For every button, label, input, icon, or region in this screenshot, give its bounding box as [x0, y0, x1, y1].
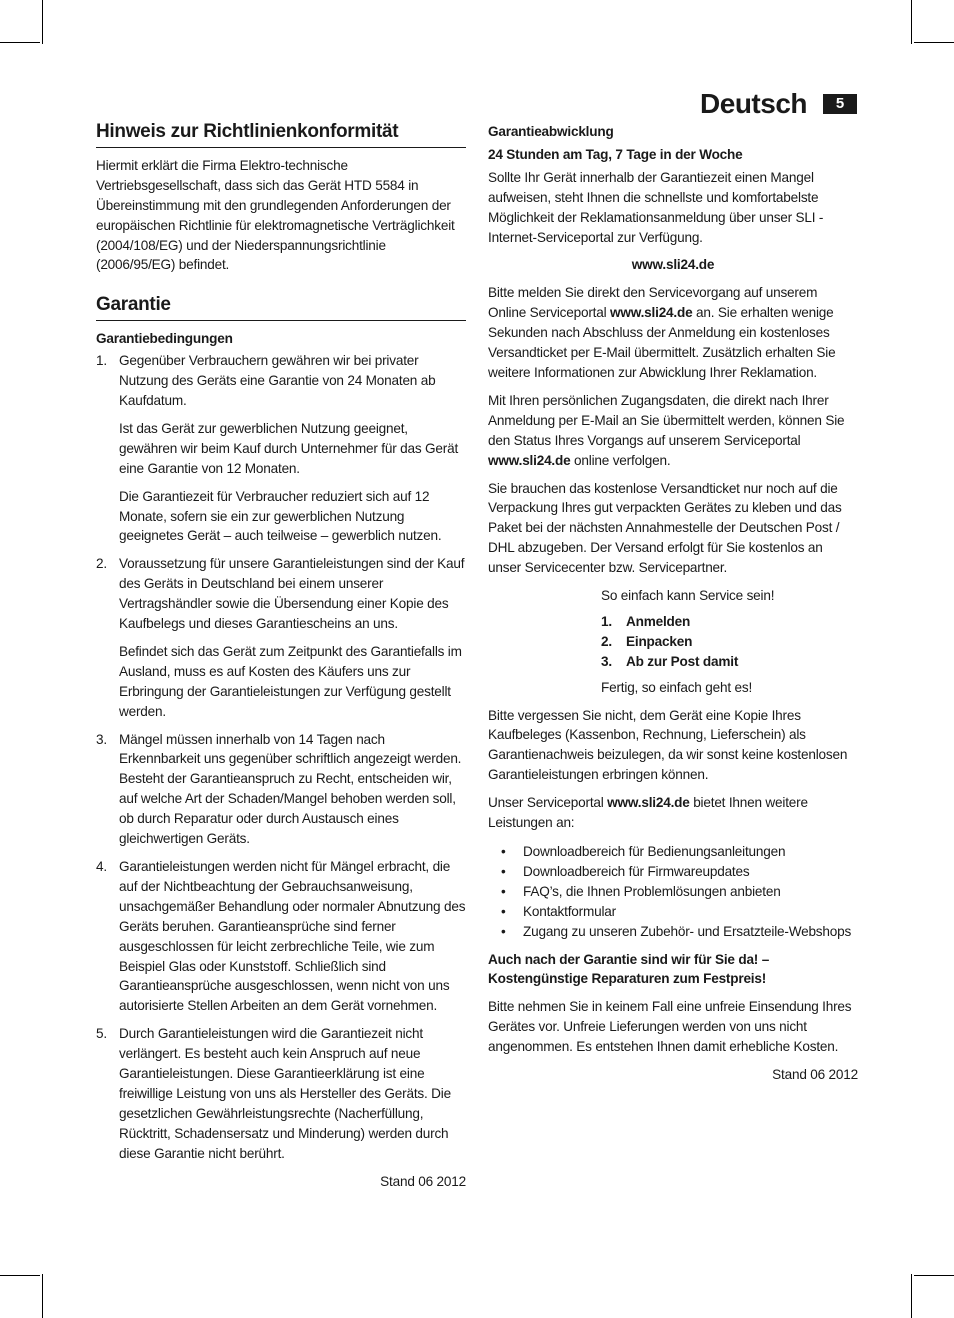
text-span: Mit Ihren persönlichen Zugangsdaten, die direkt nach Ihrer Anmeldung per E-Mail an Sie übermittelt werden, können Sie den Status Ihres Vorgangs auf unserem Serviceportal [488, 392, 845, 448]
repair-offer-text: Auch nach der Garantie sind wir für Sie da! – Kostengünstige Reparaturen zum Festpreis! [488, 951, 770, 987]
service-portal-link[interactable]: www.sli24.de [631, 257, 715, 273]
steps-outro: Fertig, so einfach geht es! [601, 679, 753, 695]
crop-mark [0, 1275, 40, 1276]
left-column [96, 122, 466, 1192]
bullet-item: • Downloadbereich für Bedienungsanleitungen [488, 842, 858, 862]
crop-mark [914, 42, 954, 43]
crop-mark [0, 42, 40, 43]
date-stamp: Stand 06 2012 [772, 1067, 858, 1083]
text-span: online verfolgen. [570, 452, 671, 468]
paragraph: Sollte Ihr Gerät innerhalb der Garantiezeit einen Mangel aufweisen, steht Ihnen die schnellste und komfortabelste Möglichkeit der Reklamationsanmeldung über unser SLI - Internet-Serviceportal zur Verfügung. [488, 169, 824, 245]
service-portal-link[interactable]: www.sli24.de [488, 452, 571, 468]
section-title-warranty: Garantie [96, 295, 466, 321]
language-title: Deutsch [700, 88, 807, 119]
list-item [96, 554, 466, 721]
crop-mark [911, 1274, 912, 1318]
steps-intro: So einfach kann Service sein! [601, 588, 775, 604]
warranty-conditions-heading: Garantiebedingungen [96, 331, 233, 347]
crop-mark [42, 0, 43, 44]
service-portal-link[interactable]: www.sli24.de [609, 305, 693, 321]
page-number: 5 [823, 94, 857, 114]
text-span: Unser Serviceportal [488, 795, 608, 811]
paragraph [488, 283, 858, 383]
list-item [96, 730, 466, 849]
list-paragraph: Voraussetzung für unsere Garantieleistungen sind der Kauf des Geräts in Deutschland bei einem unserer Vertragshändler sowie die Übersendung einer Kopie des Kaufbelegs und dieses Garantiescheins an uns. [119, 556, 465, 632]
text-span: Bitte melden Sie direkt den Servicevorgang auf unserem Online Serviceportal [488, 285, 818, 321]
paragraph [488, 391, 858, 471]
step-item [601, 612, 858, 632]
bullet-item: • Downloadbereich für Firmwareupdates [488, 862, 858, 882]
paragraph: Bitte nehmen Sie in keinem Fall eine unfreie Einsendung Ihres Gerätes vor. Unfreie Lieferungen werden von uns nicht angenommen. Es entstehen Ihnen damit erhebliche Kosten. [488, 999, 852, 1055]
text-span: bietet Ihnen weitere Leistungen an: [488, 795, 808, 831]
service-portal-link[interactable]: www.sli24.de [607, 795, 690, 811]
step-number: 2. [601, 633, 612, 649]
list-paragraph: Befindet sich das Gerät zum Zeitpunkt des Garantiefalls im Ausland, muss es auf Kosten des Käufers uns zur Erbringung der Garantieleistungen zur Verfügung gestellt werden. [119, 643, 462, 719]
crop-mark [911, 0, 912, 44]
list-paragraph: Mängel müssen innerhalb von 14 Tagen nach Erkennbarkeit uns gegenüber schriftlich angezeigt werden. Besteht der Garantieanspruch zu Recht, entscheiden wir, auf welche Art der Schaden/Mangel behoben werden soll, ob durch Reparatur oder durch Austausch eines gleichwertigen Geräts. [119, 731, 462, 847]
text-span: an. Sie erhalten wenige Sekunden nach Abschluss der Anmeldung ein kostenloses Versandticket per E-Mail übermittelt. Zusätzlich erhalten Sie weitere Informationen zur Abwicklung Ihrer Reklamation. [488, 305, 836, 380]
conformity-text: Hiermit erklärt die Firma Elektro-technische Vertriebsgesellschaft, dass sich das Gerät HTD 5584 in Übereinstimmung mit den grundlegenden Anforderungen der europäischen Richtlinie für elektromagnetische Verträglichkeit (2004/108/EG) und der Niederspannungsrichtlinie (2006/95/EG) befindet. [96, 157, 455, 273]
list-paragraph: Die Garantiezeit für Verbraucher reduziert sich auf 12 Monate, sofern sie ein zur gewerblichen Nutzung geeignetes Gerät – auch teilweise – gewerblich nutzen. [119, 488, 442, 544]
list-item [96, 857, 466, 1016]
step-item [601, 652, 858, 672]
list-item [96, 1024, 466, 1163]
list-paragraph: Ist das Gerät zur gewerblichen Nutzung geeignet, gewähren wir beim Kauf durch Unternehmer für das Gerät eine Garantie von 12 Monaten. [119, 420, 459, 476]
crop-mark [42, 1274, 43, 1318]
list-number: 4. [96, 859, 107, 874]
bullet-item: • FAQ’s, die Ihnen Problemlösungen anbieten [488, 882, 858, 902]
services-list [488, 842, 858, 942]
paragraph: Bitte vergessen Sie nicht, dem Gerät eine Kopie Ihres Kaufbeleges (Kassenbon, Rechnung, Lieferschein) als Garantienachweis beizulegen, da wir sonst keine kostenlosen Garantieleistungen erbringen können. [488, 707, 848, 783]
step-item [601, 632, 858, 652]
list-paragraph: Garantieleistungen werden nicht für Mängel erbracht, die auf der Nichtbeachtung der Gebrauchsanweisung, unsachgemäßer Behandlung oder normaler Abnutzung des Geräts beruhen. Garantieansprüche sind ferner ausgeschlossen für leicht zerbrechliche Teile, wie zum Beispiel Glas oder Kunststoff. Schließlich sind Garantieansprüche ausgeschlossen, wenn nicht von uns autorisierte Stellen Arbeiten an dem Gerät vornehmen. [119, 859, 466, 1014]
list-paragraph: Gegenüber Verbrauchern gewähren wir bei privater Nutzung des Geräts eine Garantie von 24 Monaten ab Kaufdatum. [119, 353, 436, 408]
warranty-conditions-list [96, 351, 466, 1163]
paragraph: Sie brauchen das kostenlose Versandticket nur noch auf die Verpackung Ihres gut verpackten Gerätes zu kleben und das Paket bei der nächsten Annahmestelle der Deutschen Post / DHL abzugeben. Der Versand erfolgt für Sie kostenlos an unser Servicecenter bzw. Servicepartner. [488, 480, 842, 576]
paragraph [488, 793, 858, 833]
date-stamp: Stand 06 2012 [380, 1173, 466, 1189]
list-number: 3. [96, 731, 107, 747]
list-paragraph: Durch Garantieleistungen wird die Garantiezeit nicht verlängert. Es besteht auch kein Anspruch auf neue Garantieleistungen. Diese Garantieerklärung ist eine freiwillige Leistung von uns als Hersteller des Geräts. Die gesetzlichen Gewährleistungsrechte (Nacherfüllung, Rücktritt, Schadensersatz und Minderung) werden durch diese Garantie nicht berührt. [119, 1026, 451, 1161]
list-number: 2. [96, 556, 107, 572]
step-label: Ab zur Post damit [626, 653, 739, 669]
page-header [700, 88, 857, 120]
list-number: 5. [96, 1026, 107, 1042]
bullet-item: • Kontaktformular [488, 902, 858, 922]
step-number: 3. [601, 653, 612, 669]
section-title-conformity: Hinweis zur Richtlinienkonformität [96, 122, 466, 148]
step-label: Einpacken [626, 633, 693, 649]
step-number: 1. [601, 613, 612, 629]
crop-mark [914, 1275, 954, 1276]
availability-heading: 24 Stunden am Tag, 7 Tage in der Woche [488, 146, 743, 162]
list-number: 1. [96, 353, 107, 369]
steps-list [601, 612, 858, 672]
service-steps [601, 586, 858, 698]
right-column [488, 122, 858, 1085]
bullet-item: • Zugang zu unseren Zubehör- und Ersatzteile-Webshops [488, 922, 858, 942]
list-item [96, 351, 466, 546]
step-label: Anmelden [626, 613, 691, 629]
warranty-handling-heading: Garantieabwicklung [488, 124, 614, 139]
